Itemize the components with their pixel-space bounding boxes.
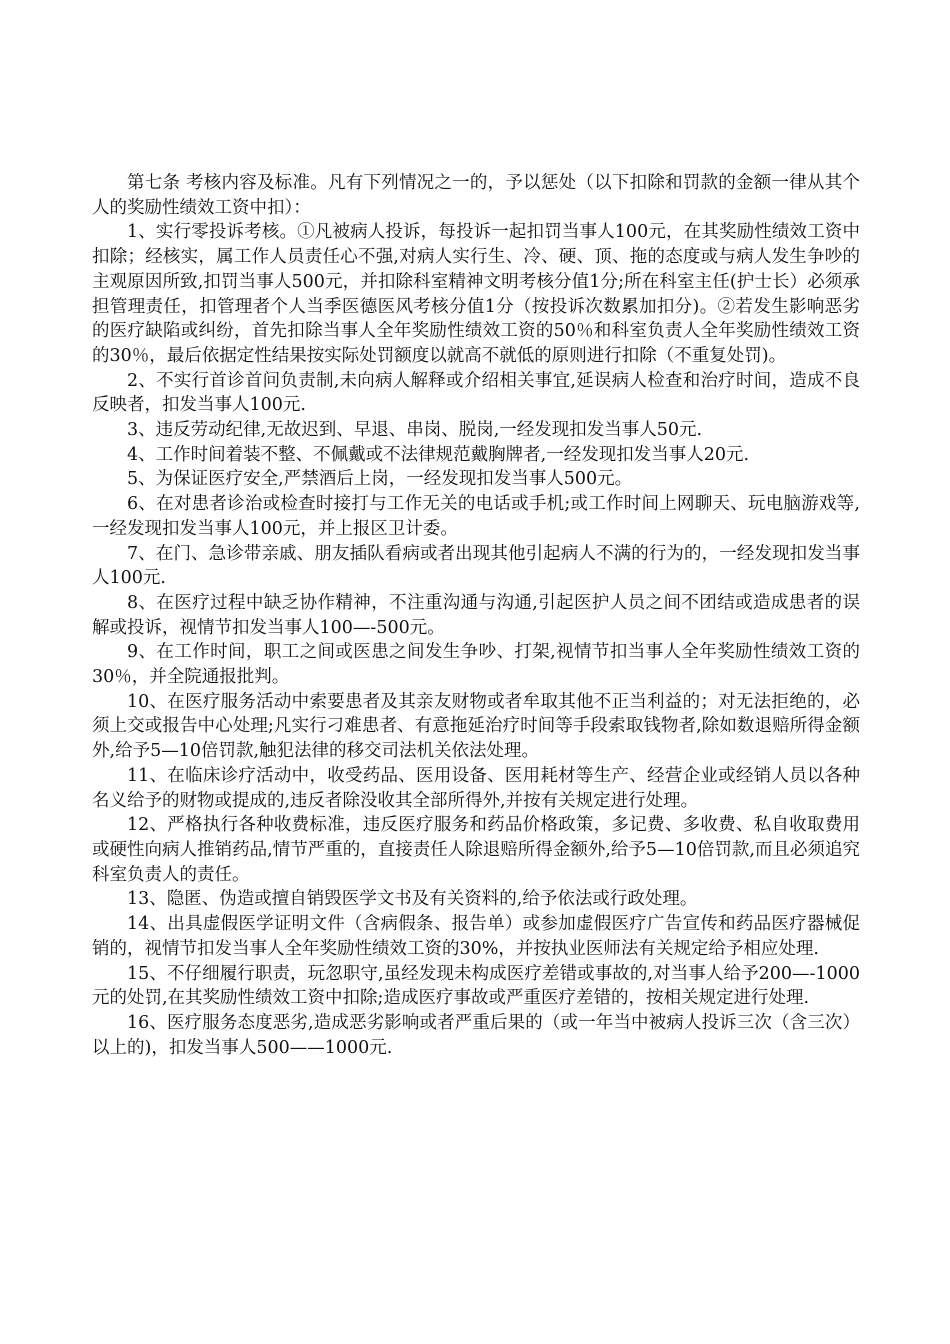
rule-item-10: 10、在医疗服务活动中索要患者及其亲友财物或者牟取其他不正当利益的；对无法拒绝的，必须上交或报告中心处理;凡实行刁难患者、有意拖延治疗时间等手段索取钱物者,除如数退赔所得金额外,给予5—10倍罚款,触犯法律的移交司法机关依法处理。 — [92, 691, 860, 762]
rule-item-7: 7、在门、急诊带亲戚、朋友插队看病或者出现其他引起病人不满的行为的，一经发现扣发当事人100元. — [92, 543, 860, 589]
rule-item-3: 3、违反劳动纪律,无故迟到、早退、串岗、脱岗,一经发现扣发当事人50元. — [127, 420, 703, 441]
rule-item-2: 2、不实行首诊首问负责制,未向病人解释或介绍相关事宜,延误病人检查和治疗时间，造成不良反映者，扣发当事人100元. — [92, 370, 860, 416]
rule-item-13: 13、隐匿、伪造或擅自销毁医学文书及有关资料的,给予依法或行政处理。 — [127, 889, 698, 910]
rule-item-15: 15、不仔细履行职责，玩忽职守,虽经发现未构成医疗差错或事故的,对当事人给予200—-1000元的处罚,在其奖励性绩效工资中扣除;造成医疗事故或严重医疗差错的，按相关规定进行处理. — [92, 963, 860, 1009]
rule-item-5: 5、为保证医疗安全,严禁酒后上岗，一经发现扣发当事人500元。 — [127, 469, 633, 490]
rule-item-16: 16、医疗服务态度恶劣,造成恶劣影响或者严重后果的（或一年当中被病人投诉三次（含三次）以上的)，扣发当事人500——1000元. — [92, 1012, 860, 1058]
rule-item-9: 9、在工作时间，职工之间或医患之间发生争吵、打架,视情节扣当事人全年奖励性绩效工资的30％，并全院通报批判。 — [92, 642, 860, 688]
rule-item-14: 14、出具虚假医学证明文件（含病假条、报告单）或参加虚假医疗广告宣传和药品医疗器械促销的，视情节扣发当事人全年奖励性绩效工资的30%，并按执业医师法有关规定给予相应处理. — [92, 914, 860, 959]
rule-item-6: 6、在对患者诊治或检查时接打与工作无关的电话或手机;或工作时间上网聊天、玩电脑游戏等,一经发现扣发当事人100元，并上报区卫计委。 — [92, 494, 860, 539]
rule-item-4: 4、工作时间着装不整、不佩戴或不法律规范戴胸牌者,一经发现扣发当事人20元. — [127, 444, 750, 465]
document-body — [92, 171, 860, 1060]
rule-item-12: 12、严格执行各种收费标准，违反医疗服务和药品价格政策，多记费、多收费、私自收取费用或硬性向病人推销药品,情节严重的，直接责任人除退赔所得金额外,给予5—10倍罚款,而且必须追究科室负责人的责任。 — [92, 815, 860, 885]
rule-item-8: 8、在医疗过程中缺乏协作精神，不注重沟通与沟通,引起医护人员之间不团结或造成患者的误解或投诉，视情节扣发当事人100—-500元。 — [92, 592, 860, 638]
rule-item-11: 11、在临床诊疗活动中，收受药品、医用设备、医用耗材等生产、经营企业或经销人员以各种名义给予的财物或提成的,违反者除没收其全部所得外,并按有关规定进行处理。 — [92, 765, 860, 811]
article-heading-paragraph: 第七条 考核内容及标准。凡有下列情况之一的，予以惩处（以下扣除和罚款的金额一律从其个人的奖励性绩效工资中扣）： — [92, 173, 860, 218]
rule-item-1: 1、实行零投诉考核。①凡被病人投诉，每投诉一起扣罚当事人100元，在其奖励性绩效工资中扣除；经核实，属工作人员责任心不强,对病人实行生、冷、硬、顶、拖的态度或与病人发生争吵的主观原因所致,扣罚当事人500元，并扣除科室精神文明考核分值1分;所在科室主任(护士长）必须承担管理责任，扣管理者个人当季医德医风考核分值1分（按投诉次数累加扣分)。②若发生影响恶劣的医疗缺陷或纠纷，首先扣除当事人全年奖励性绩效工资的50％和科室负责人全年奖励性绩效工资的30％，最后依据定性结果按实际处罚额度以就高不就低的原则进行扣除（不重复处罚)。 — [92, 222, 860, 366]
